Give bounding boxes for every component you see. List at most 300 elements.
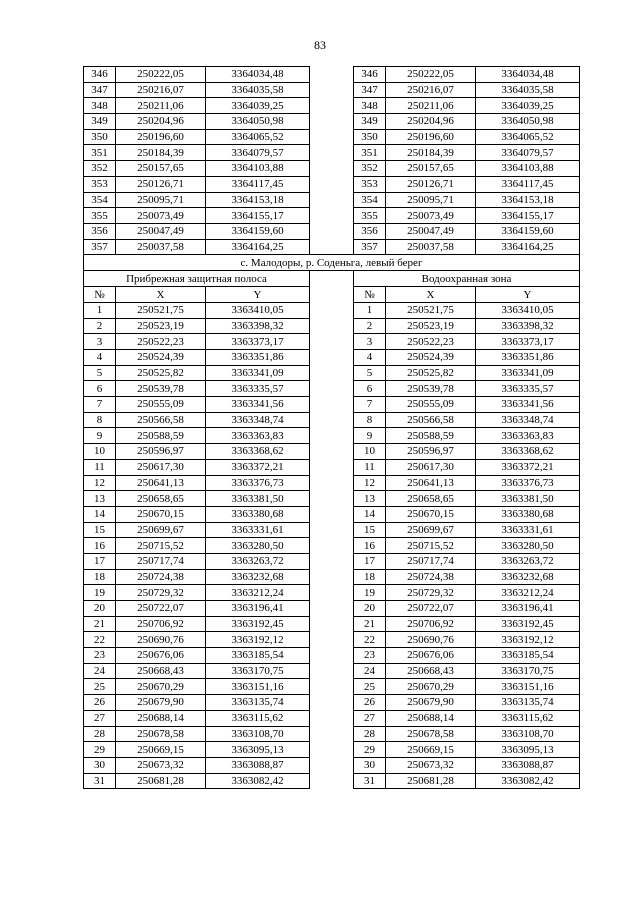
cell-x-left: 250668,43 xyxy=(116,663,206,679)
cell-y-right: 3364159,60 xyxy=(476,223,580,239)
cell-num-right: 10 xyxy=(354,444,386,460)
cell-y-left: 3363348,74 xyxy=(206,412,310,428)
cell-y-right: 3364155,17 xyxy=(476,208,580,224)
table-row xyxy=(84,538,580,554)
table-row xyxy=(84,616,580,632)
table-row xyxy=(84,223,580,239)
cell-num-right: 31 xyxy=(354,773,386,789)
cell-num-right: 349 xyxy=(354,114,386,130)
cell-x-right: 250670,15 xyxy=(386,506,476,522)
cell-num-left: 9 xyxy=(84,428,116,444)
cell-x-right: 250688,14 xyxy=(386,710,476,726)
col-header-y-left: Y xyxy=(206,287,310,303)
col-header-x-right: X xyxy=(386,287,476,303)
cell-num-right: 28 xyxy=(354,726,386,742)
cell-y-left: 3363192,12 xyxy=(206,632,310,648)
cell-y-left: 3363376,73 xyxy=(206,475,310,491)
table-row xyxy=(84,459,580,475)
cell-x-left: 250222,05 xyxy=(116,67,206,83)
cell-num-left: 10 xyxy=(84,444,116,460)
cell-num-right: 11 xyxy=(354,459,386,475)
cell-x-left: 250216,07 xyxy=(116,82,206,98)
cell-y-right: 3363095,13 xyxy=(476,742,580,758)
cell-num-left: 13 xyxy=(84,491,116,507)
cell-x-left: 250715,52 xyxy=(116,538,206,554)
cell-x-right: 250699,67 xyxy=(386,522,476,538)
cell-num-right: 14 xyxy=(354,506,386,522)
section-title: с. Малодоры, р. Соденьга, левый берег xyxy=(84,255,580,271)
cell-y-left: 3363082,42 xyxy=(206,773,310,789)
cell-y-left: 3363280,50 xyxy=(206,538,310,554)
table-row xyxy=(84,82,580,98)
cell-y-right: 3363398,32 xyxy=(476,318,580,334)
cell-y-left: 3363088,87 xyxy=(206,757,310,773)
cell-y-left: 3363341,09 xyxy=(206,365,310,381)
cell-num-left: 4 xyxy=(84,350,116,366)
cell-num-left: 1 xyxy=(84,302,116,318)
cell-x-right: 250521,75 xyxy=(386,302,476,318)
table-row xyxy=(84,114,580,130)
cell-y-right: 3363381,50 xyxy=(476,491,580,507)
cell-y-left: 3363196,41 xyxy=(206,601,310,617)
cell-y-right: 3363135,74 xyxy=(476,695,580,711)
cell-num-left: 14 xyxy=(84,506,116,522)
cell-num-left: 348 xyxy=(84,98,116,114)
table-row xyxy=(84,679,580,695)
cell-x-right: 250722,07 xyxy=(386,601,476,617)
cell-y-left: 3363372,21 xyxy=(206,459,310,475)
cell-x-left: 250196,60 xyxy=(116,129,206,145)
cell-num-right: 29 xyxy=(354,742,386,758)
cell-num-left: 20 xyxy=(84,601,116,617)
cell-x-left: 250157,65 xyxy=(116,161,206,177)
table-row xyxy=(84,302,580,318)
cell-x-left: 250670,15 xyxy=(116,506,206,522)
cell-y-left: 3364117,45 xyxy=(206,176,310,192)
cell-x-right: 250211,06 xyxy=(386,98,476,114)
cell-y-right: 3363108,70 xyxy=(476,726,580,742)
cell-y-right: 3364117,45 xyxy=(476,176,580,192)
cell-num-right: 356 xyxy=(354,223,386,239)
cell-y-left: 3363341,56 xyxy=(206,397,310,413)
cell-y-right: 3363192,45 xyxy=(476,616,580,632)
cell-num-left: 26 xyxy=(84,695,116,711)
cell-x-left: 250525,82 xyxy=(116,365,206,381)
table-row xyxy=(84,522,580,538)
cell-x-right: 250676,06 xyxy=(386,648,476,664)
cell-y-right: 3364103,88 xyxy=(476,161,580,177)
table-row xyxy=(84,67,580,83)
cell-x-right: 250073,49 xyxy=(386,208,476,224)
cell-y-left: 3363212,24 xyxy=(206,585,310,601)
cell-x-left: 250095,71 xyxy=(116,192,206,208)
cell-x-right: 250184,39 xyxy=(386,145,476,161)
cell-y-right: 3364039,25 xyxy=(476,98,580,114)
table-row xyxy=(84,397,580,413)
cell-num-right: 8 xyxy=(354,412,386,428)
cell-y-right: 3364065,52 xyxy=(476,129,580,145)
cell-x-right: 250216,07 xyxy=(386,82,476,98)
table-row xyxy=(84,365,580,381)
cell-y-left: 3363115,62 xyxy=(206,710,310,726)
cell-x-right: 250126,71 xyxy=(386,176,476,192)
cell-x-right: 250706,92 xyxy=(386,616,476,632)
cell-num-right: 24 xyxy=(354,663,386,679)
cell-num-right: 5 xyxy=(354,365,386,381)
cell-num-right: 3 xyxy=(354,334,386,350)
cell-x-left: 250699,67 xyxy=(116,522,206,538)
coordinates-table xyxy=(83,66,580,789)
cell-y-right: 3363351,86 xyxy=(476,350,580,366)
cell-x-right: 250037,58 xyxy=(386,239,476,255)
cell-x-right: 250690,76 xyxy=(386,632,476,648)
cell-x-left: 250037,58 xyxy=(116,239,206,255)
cell-num-left: 347 xyxy=(84,82,116,98)
cell-num-right: 350 xyxy=(354,129,386,145)
table-row xyxy=(84,491,580,507)
cell-y-right: 3363115,62 xyxy=(476,710,580,726)
cell-num-left: 349 xyxy=(84,114,116,130)
cell-y-left: 3364103,88 xyxy=(206,161,310,177)
cell-num-left: 29 xyxy=(84,742,116,758)
cell-num-right: 15 xyxy=(354,522,386,538)
cell-y-left: 3364050,98 xyxy=(206,114,310,130)
cell-num-left: 18 xyxy=(84,569,116,585)
cell-x-right: 250522,23 xyxy=(386,334,476,350)
cell-x-left: 250669,15 xyxy=(116,742,206,758)
cell-x-right: 250196,60 xyxy=(386,129,476,145)
table-row xyxy=(84,475,580,491)
cell-y-left: 3363363,83 xyxy=(206,428,310,444)
table-row xyxy=(84,444,580,460)
cell-num-right: 346 xyxy=(354,67,386,83)
cell-y-right: 3363232,68 xyxy=(476,569,580,585)
cell-num-right: 347 xyxy=(354,82,386,98)
table-row xyxy=(84,506,580,522)
cell-x-left: 250729,32 xyxy=(116,585,206,601)
cell-num-right: 353 xyxy=(354,176,386,192)
cell-num-right: 21 xyxy=(354,616,386,632)
cell-x-left: 250717,74 xyxy=(116,553,206,569)
cell-num-left: 21 xyxy=(84,616,116,632)
cell-x-right: 250729,32 xyxy=(386,585,476,601)
cell-x-right: 250673,32 xyxy=(386,757,476,773)
right-heading: Водоохранная зона xyxy=(354,271,580,287)
cell-num-right: 19 xyxy=(354,585,386,601)
cell-num-left: 2 xyxy=(84,318,116,334)
table-row xyxy=(84,773,580,789)
cell-num-right: 16 xyxy=(354,538,386,554)
cell-x-left: 250670,29 xyxy=(116,679,206,695)
cell-x-left: 250211,06 xyxy=(116,98,206,114)
cell-x-right: 250596,97 xyxy=(386,444,476,460)
cell-y-left: 3363108,70 xyxy=(206,726,310,742)
cell-x-left: 250204,96 xyxy=(116,114,206,130)
cell-y-right: 3363373,17 xyxy=(476,334,580,350)
cell-x-right: 250523,19 xyxy=(386,318,476,334)
cell-num-left: 15 xyxy=(84,522,116,538)
cell-num-right: 26 xyxy=(354,695,386,711)
cell-num-right: 30 xyxy=(354,757,386,773)
cell-num-left: 357 xyxy=(84,239,116,255)
cell-y-right: 3363368,62 xyxy=(476,444,580,460)
cell-y-right: 3364050,98 xyxy=(476,114,580,130)
cell-num-right: 354 xyxy=(354,192,386,208)
cell-y-left: 3363232,68 xyxy=(206,569,310,585)
table-row xyxy=(84,663,580,679)
cell-x-left: 250722,07 xyxy=(116,601,206,617)
col-header-num-right: № xyxy=(354,287,386,303)
cell-y-left: 3363331,61 xyxy=(206,522,310,538)
cell-y-right: 3364164,25 xyxy=(476,239,580,255)
cell-x-right: 250566,58 xyxy=(386,412,476,428)
cell-num-right: 27 xyxy=(354,710,386,726)
cell-x-right: 250047,49 xyxy=(386,223,476,239)
table-row xyxy=(84,412,580,428)
table-row xyxy=(84,757,580,773)
cell-y-right: 3363212,24 xyxy=(476,585,580,601)
cell-x-right: 250222,05 xyxy=(386,67,476,83)
table-row xyxy=(84,334,580,350)
cell-x-left: 250617,30 xyxy=(116,459,206,475)
cell-y-left: 3364065,52 xyxy=(206,129,310,145)
cell-num-left: 22 xyxy=(84,632,116,648)
cell-num-right: 355 xyxy=(354,208,386,224)
cell-num-left: 356 xyxy=(84,223,116,239)
cell-y-left: 3364035,58 xyxy=(206,82,310,98)
cell-y-right: 3363196,41 xyxy=(476,601,580,617)
cell-y-right: 3363151,16 xyxy=(476,679,580,695)
cell-num-left: 346 xyxy=(84,67,116,83)
cell-num-left: 11 xyxy=(84,459,116,475)
cell-y-left: 3363192,45 xyxy=(206,616,310,632)
cell-y-right: 3363380,68 xyxy=(476,506,580,522)
cell-num-right: 22 xyxy=(354,632,386,648)
cell-y-right: 3363185,54 xyxy=(476,648,580,664)
table-row xyxy=(84,176,580,192)
cell-num-right: 351 xyxy=(354,145,386,161)
cell-num-left: 353 xyxy=(84,176,116,192)
cell-num-right: 18 xyxy=(354,569,386,585)
table-row xyxy=(84,350,580,366)
cell-num-right: 25 xyxy=(354,679,386,695)
cell-x-left: 250522,23 xyxy=(116,334,206,350)
cell-num-left: 351 xyxy=(84,145,116,161)
cell-num-left: 23 xyxy=(84,648,116,664)
cell-x-right: 250588,59 xyxy=(386,428,476,444)
cell-x-right: 250715,52 xyxy=(386,538,476,554)
cell-x-right: 250204,96 xyxy=(386,114,476,130)
cell-x-left: 250658,65 xyxy=(116,491,206,507)
cell-y-left: 3364153,18 xyxy=(206,192,310,208)
cell-num-left: 27 xyxy=(84,710,116,726)
cell-y-left: 3364079,57 xyxy=(206,145,310,161)
cell-num-right: 9 xyxy=(354,428,386,444)
cell-x-left: 250184,39 xyxy=(116,145,206,161)
cell-num-right: 357 xyxy=(354,239,386,255)
cell-num-left: 350 xyxy=(84,129,116,145)
cell-num-left: 19 xyxy=(84,585,116,601)
table-row xyxy=(84,161,580,177)
cell-y-left: 3364155,17 xyxy=(206,208,310,224)
cell-num-right: 23 xyxy=(354,648,386,664)
table-row xyxy=(84,98,580,114)
page-number: 83 xyxy=(314,38,326,52)
cell-y-right: 3363192,12 xyxy=(476,632,580,648)
cell-x-right: 250658,65 xyxy=(386,491,476,507)
cell-num-right: 1 xyxy=(354,302,386,318)
cell-x-left: 250673,32 xyxy=(116,757,206,773)
cell-y-right: 3364079,57 xyxy=(476,145,580,161)
table-row xyxy=(84,742,580,758)
cell-x-right: 250617,30 xyxy=(386,459,476,475)
cell-num-right: 348 xyxy=(354,98,386,114)
table-row xyxy=(84,710,580,726)
cell-num-left: 3 xyxy=(84,334,116,350)
cell-y-left: 3363185,54 xyxy=(206,648,310,664)
cell-y-left: 3364039,25 xyxy=(206,98,310,114)
cell-y-right: 3363335,57 xyxy=(476,381,580,397)
cell-num-left: 31 xyxy=(84,773,116,789)
cell-y-left: 3363263,72 xyxy=(206,553,310,569)
cell-y-right: 3363348,74 xyxy=(476,412,580,428)
cell-x-right: 250681,28 xyxy=(386,773,476,789)
table-row xyxy=(84,601,580,617)
left-heading: Прибрежная защитная полоса xyxy=(84,271,310,287)
cell-num-left: 8 xyxy=(84,412,116,428)
cell-x-left: 250724,38 xyxy=(116,569,206,585)
cell-x-left: 250676,06 xyxy=(116,648,206,664)
cell-y-right: 3363082,42 xyxy=(476,773,580,789)
cell-num-left: 17 xyxy=(84,553,116,569)
cell-y-right: 3363280,50 xyxy=(476,538,580,554)
cell-x-left: 250688,14 xyxy=(116,710,206,726)
col-header-num-left: № xyxy=(84,287,116,303)
cell-y-right: 3364034,48 xyxy=(476,67,580,83)
cell-num-left: 16 xyxy=(84,538,116,554)
cell-x-left: 250690,76 xyxy=(116,632,206,648)
cell-y-left: 3363135,74 xyxy=(206,695,310,711)
cell-num-left: 6 xyxy=(84,381,116,397)
cell-x-right: 250724,38 xyxy=(386,569,476,585)
table-row xyxy=(84,632,580,648)
cell-x-left: 250706,92 xyxy=(116,616,206,632)
table-row xyxy=(84,192,580,208)
cell-num-right: 4 xyxy=(354,350,386,366)
cell-x-right: 250678,58 xyxy=(386,726,476,742)
cell-num-left: 24 xyxy=(84,663,116,679)
cell-y-left: 3363373,17 xyxy=(206,334,310,350)
cell-num-left: 7 xyxy=(84,397,116,413)
cell-num-right: 13 xyxy=(354,491,386,507)
table-row xyxy=(84,569,580,585)
cell-x-right: 250679,90 xyxy=(386,695,476,711)
cell-y-right: 3363372,21 xyxy=(476,459,580,475)
cell-x-left: 250126,71 xyxy=(116,176,206,192)
cell-y-right: 3363363,83 xyxy=(476,428,580,444)
cell-x-right: 250669,15 xyxy=(386,742,476,758)
cell-num-left: 30 xyxy=(84,757,116,773)
cell-y-left: 3364034,48 xyxy=(206,67,310,83)
cell-y-left: 3364164,25 xyxy=(206,239,310,255)
cell-num-left: 355 xyxy=(84,208,116,224)
table-row xyxy=(84,648,580,664)
cell-y-left: 3363095,13 xyxy=(206,742,310,758)
col-header-y-right: Y xyxy=(476,287,580,303)
cell-y-right: 3363263,72 xyxy=(476,553,580,569)
cell-x-left: 250521,75 xyxy=(116,302,206,318)
cell-x-left: 250679,90 xyxy=(116,695,206,711)
table-row xyxy=(84,129,580,145)
cell-x-left: 250596,97 xyxy=(116,444,206,460)
cell-num-right: 2 xyxy=(354,318,386,334)
cell-y-right: 3363341,56 xyxy=(476,397,580,413)
cell-y-left: 3363368,62 xyxy=(206,444,310,460)
cell-y-left: 3363151,16 xyxy=(206,679,310,695)
cell-y-left: 3363381,50 xyxy=(206,491,310,507)
cell-y-left: 3363410,05 xyxy=(206,302,310,318)
table-row xyxy=(84,145,580,161)
cell-x-right: 250668,43 xyxy=(386,663,476,679)
cell-y-right: 3363088,87 xyxy=(476,757,580,773)
cell-x-left: 250566,58 xyxy=(116,412,206,428)
cell-x-left: 250539,78 xyxy=(116,381,206,397)
cell-num-right: 6 xyxy=(354,381,386,397)
cell-y-left: 3363380,68 xyxy=(206,506,310,522)
cell-x-left: 250588,59 xyxy=(116,428,206,444)
cell-y-right: 3364035,58 xyxy=(476,82,580,98)
table-row xyxy=(84,239,580,255)
cell-x-left: 250523,19 xyxy=(116,318,206,334)
cell-num-right: 17 xyxy=(354,553,386,569)
cell-x-left: 250641,13 xyxy=(116,475,206,491)
cell-x-right: 250717,74 xyxy=(386,553,476,569)
cell-num-right: 7 xyxy=(354,397,386,413)
cell-x-right: 250670,29 xyxy=(386,679,476,695)
cell-y-left: 3364159,60 xyxy=(206,223,310,239)
cell-y-right: 3363376,73 xyxy=(476,475,580,491)
cell-x-left: 250555,09 xyxy=(116,397,206,413)
col-header-x-left: X xyxy=(116,287,206,303)
cell-y-right: 3363341,09 xyxy=(476,365,580,381)
table-row xyxy=(84,428,580,444)
cell-x-right: 250524,39 xyxy=(386,350,476,366)
cell-y-left: 3363351,86 xyxy=(206,350,310,366)
cell-x-right: 250157,65 xyxy=(386,161,476,177)
cell-num-right: 352 xyxy=(354,161,386,177)
cell-y-right: 3363410,05 xyxy=(476,302,580,318)
cell-y-left: 3363398,32 xyxy=(206,318,310,334)
cell-x-right: 250641,13 xyxy=(386,475,476,491)
cell-x-right: 250525,82 xyxy=(386,365,476,381)
cell-num-right: 12 xyxy=(354,475,386,491)
cell-y-right: 3364153,18 xyxy=(476,192,580,208)
cell-num-left: 28 xyxy=(84,726,116,742)
cell-x-left: 250524,39 xyxy=(116,350,206,366)
cell-num-right: 20 xyxy=(354,601,386,617)
cell-x-right: 250539,78 xyxy=(386,381,476,397)
cell-y-right: 3363331,61 xyxy=(476,522,580,538)
table-row xyxy=(84,208,580,224)
table-row xyxy=(84,695,580,711)
cell-x-right: 250095,71 xyxy=(386,192,476,208)
table-row xyxy=(84,318,580,334)
cell-num-left: 12 xyxy=(84,475,116,491)
cell-x-left: 250678,58 xyxy=(116,726,206,742)
table-row xyxy=(84,726,580,742)
cell-y-left: 3363335,57 xyxy=(206,381,310,397)
cell-num-left: 25 xyxy=(84,679,116,695)
